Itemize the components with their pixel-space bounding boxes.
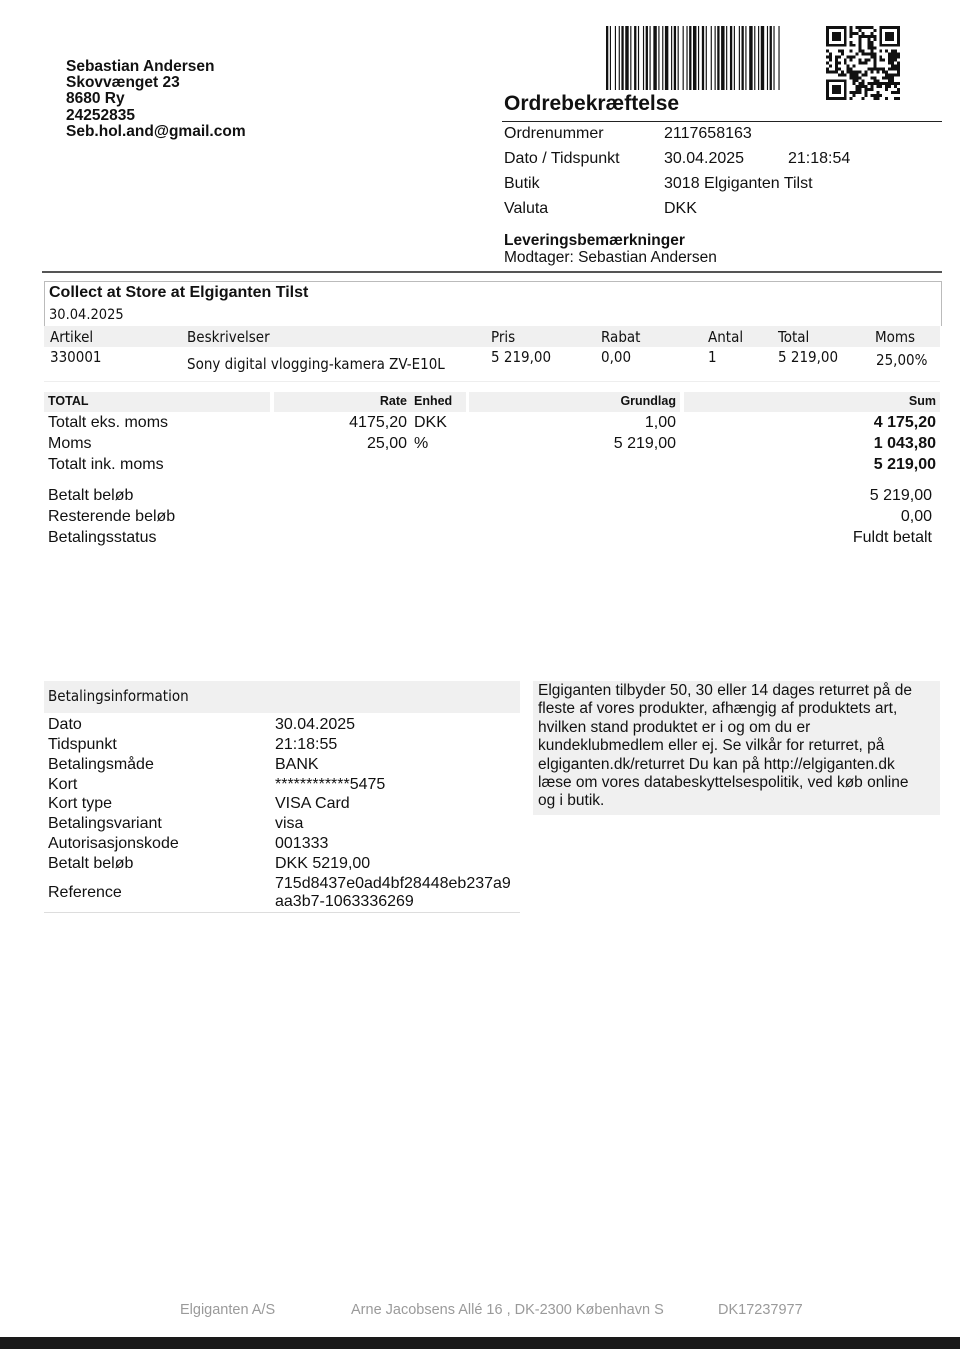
payment-info-label: Autorisasjonskode [48, 835, 179, 852]
order-time-value: 21:18:54 [788, 150, 851, 167]
item-vat: 25,00% [876, 351, 928, 369]
customer-city: 8680 Ry [66, 90, 125, 108]
payment-info-label: Betalingsmåde [48, 756, 154, 773]
payment-summary-value: 0,00 [900, 508, 932, 525]
order-number-label: Ordrenummer [504, 125, 604, 142]
table-row [44, 347, 940, 382]
col-total: Total [778, 328, 810, 346]
payment-info-divider [44, 912, 520, 913]
order-store-label: Butik [504, 175, 540, 192]
totals-col-total: TOTAL [48, 394, 89, 408]
payment-reference-label: Reference [48, 884, 122, 901]
order-date-value: 30.04.2025 [664, 150, 745, 167]
customer-street: Skovvænget 23 [66, 74, 180, 92]
item-discount: 0,00 [601, 348, 632, 366]
col-description: Beskrivelser [187, 328, 270, 346]
collect-section [44, 281, 942, 326]
totals-col-sum: Sum [908, 394, 936, 408]
totals-col-base: Grundlag [620, 394, 676, 408]
title-underline [502, 121, 942, 122]
totals-rate: 4175,20 [349, 414, 407, 431]
footer-company: Elgiganten A/S [180, 1302, 276, 1318]
return-policy-line: hvilken stand produktet er i og om du er [538, 718, 811, 736]
payment-info-value: DKK 5219,00 [275, 855, 371, 872]
totals-base: 5 219,00 [613, 435, 676, 452]
col-article: Artikel [50, 328, 94, 346]
delivery-notes [504, 233, 717, 266]
return-policy-box [533, 681, 940, 815]
payment-summary-row [48, 529, 936, 550]
totals-header-cell [684, 392, 940, 412]
col-discount: Rabat [601, 328, 641, 346]
payment-summary-label: Betalingsstatus [48, 529, 157, 546]
totals-rate: 25,00 [366, 435, 407, 452]
order-currency-row [504, 200, 944, 220]
payment-info-value: 001333 [275, 835, 329, 852]
totals-label: Totalt ink. moms [48, 456, 164, 473]
order-store-row [504, 175, 944, 195]
col-vat: Moms [875, 328, 916, 346]
totals-row [48, 414, 936, 435]
payment-summary-row [48, 487, 936, 508]
totals-sum: 5 219,00 [873, 456, 936, 473]
return-policy-line: elgiganten.dk/returret Du kan på http://elgiganten.dk [538, 755, 895, 773]
payment-info-label: Dato [48, 716, 82, 733]
items-table-header [44, 326, 940, 348]
payment-status-value: Fuldt betalt [852, 529, 932, 546]
barcode-icon [606, 26, 780, 90]
order-datetime-label: Dato / Tidspunkt [504, 150, 620, 167]
payment-info-row [48, 776, 518, 796]
payment-info-row [48, 716, 518, 736]
payment-info-value: ************5475 [275, 776, 386, 793]
totals-sum: 4 175,20 [873, 414, 936, 431]
totals-col-rate: Rate [379, 394, 407, 408]
payment-reference-row [48, 875, 518, 911]
footer-cvr: DK17237977 [718, 1302, 803, 1318]
order-store-value: 3018 Elgiganten Tilst [664, 175, 813, 192]
totals-row [48, 435, 936, 456]
totals-label: Totalt eks. moms [48, 414, 169, 431]
return-policy-line: fleste af vores produkter, afhængig af produktets art, [538, 700, 898, 718]
return-policy-line: Elgiganten tilbyder 50, 30 eller 14 dages returret på de [538, 682, 912, 699]
payment-summary-label: Resterende beløb [48, 508, 176, 525]
payment-reference-line2: aa3b7-1063336269 [275, 893, 414, 910]
qr-code-icon [826, 26, 900, 100]
delivery-notes-title: Leveringsbemærkninger [504, 232, 685, 249]
payment-info-row [48, 815, 518, 835]
return-policy-line: kundeklubmedlem eller ej. Se vilkår for returret, på [538, 737, 885, 755]
customer-email: Seb.hol.and@gmail.com [66, 122, 246, 140]
payment-info-value: 21:18:55 [275, 736, 338, 753]
item-quantity: 1 [708, 348, 717, 366]
payment-info-row [48, 835, 518, 855]
item-total: 5 219,00 [778, 348, 839, 366]
totals-col-unit: Enhed [414, 394, 453, 408]
payment-info-header [44, 681, 520, 713]
payment-info-title: Betalingsinformation [48, 687, 189, 705]
customer-phone: 24252835 [66, 106, 135, 124]
payment-summary-row [48, 508, 936, 529]
delivery-receiver: Modtager: Sebastian Andersen [504, 248, 717, 266]
payment-summary-label: Betalt beløb [48, 487, 134, 504]
payment-info-row [48, 795, 518, 815]
payment-info-label: Kort [48, 776, 78, 793]
payment-info-row [48, 855, 518, 875]
payment-info-label: Betalingsvariant [48, 815, 162, 832]
totals-header [44, 392, 940, 412]
order-currency-label: Valuta [504, 200, 549, 217]
customer-name: Sebastian Andersen [66, 58, 215, 75]
collect-title: Collect at Store at Elgiganten Tilst [49, 284, 309, 301]
order-datetime-row [504, 150, 944, 170]
item-description: Sony digital vlogging-kamera ZV-E10L [187, 355, 445, 373]
document-title: Ordrebekræftelse [504, 92, 680, 115]
payment-info-label: Kort type [48, 795, 113, 812]
footer-address: Arne Jacobsens Allé 16 , DK-2300 København S [351, 1302, 664, 1318]
return-policy-line: og i butik. [538, 792, 605, 810]
order-number-value: 2117658163 [664, 125, 752, 142]
payment-info-row [48, 756, 518, 776]
payment-info-value: VISA Card [275, 795, 350, 812]
totals-row [48, 456, 936, 477]
section-divider [42, 271, 942, 273]
payment-reference-line1: 715d8437e0ad4bf28448eb237a9 [275, 875, 511, 892]
payment-info-label: Tidspunkt [48, 736, 117, 753]
return-policy-line: læse om vores databeskyttelsespolitik, ved køb online [538, 774, 909, 791]
totals-unit: % [414, 435, 429, 452]
customer-address [66, 59, 246, 140]
totals-sum: 1 043,80 [873, 435, 936, 452]
bottom-bar [0, 1337, 960, 1349]
totals-base: 1,00 [644, 414, 676, 431]
payment-info-value: 30.04.2025 [275, 716, 356, 733]
payment-info-row [48, 736, 518, 756]
item-price: 5 219,00 [491, 348, 552, 366]
totals-label: Moms [48, 435, 92, 452]
totals-unit: DKK [414, 414, 447, 431]
col-quantity: Antal [708, 328, 744, 346]
collect-date: 30.04.2025 [49, 307, 124, 323]
order-currency-value: DKK [664, 200, 697, 217]
payment-info-label: Betalt beløb [48, 855, 134, 872]
payment-info-value: BANK [275, 756, 319, 773]
order-number-row [504, 125, 944, 145]
item-article: 330001 [50, 348, 102, 366]
col-price: Pris [491, 328, 516, 346]
payment-info-value: visa [275, 815, 304, 832]
payment-summary-value: 5 219,00 [869, 487, 932, 504]
